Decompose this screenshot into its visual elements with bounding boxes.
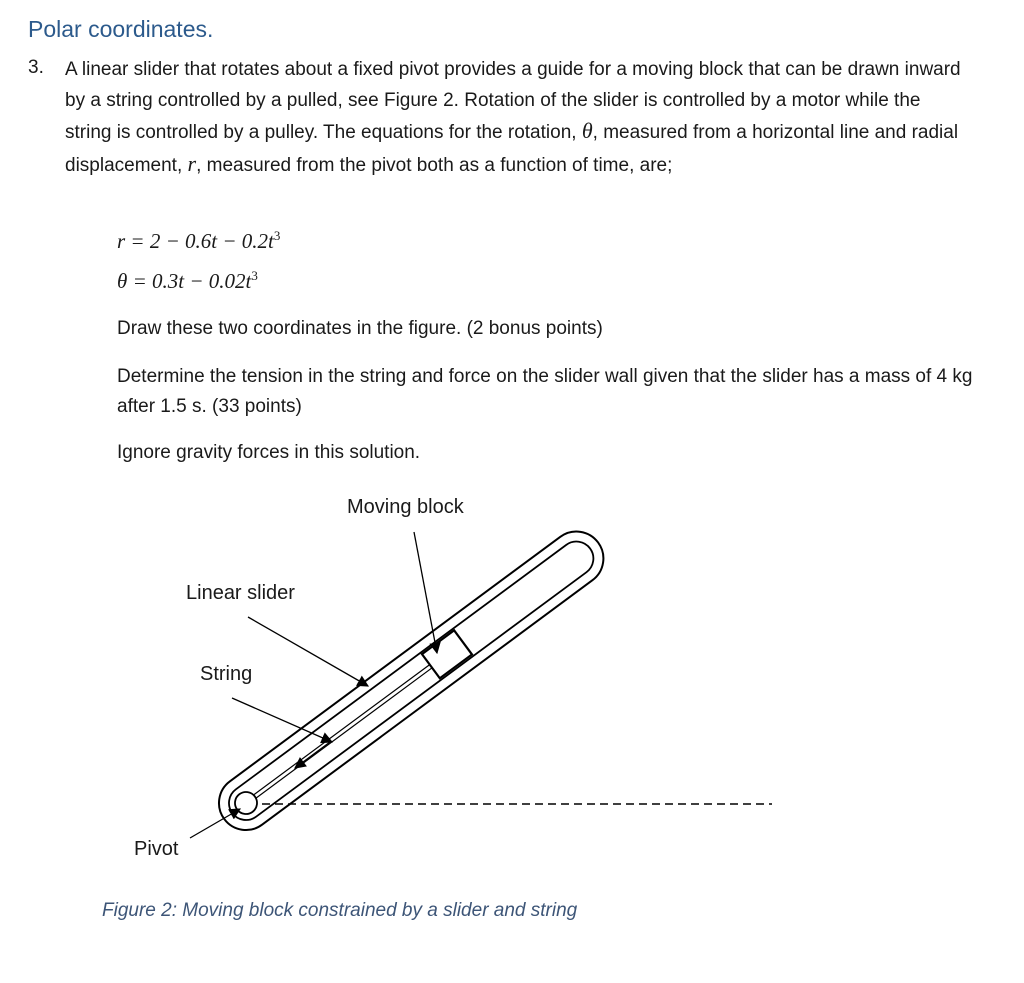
r-symbol: r	[187, 150, 197, 176]
question-text-part3: , measured from the pivot both as a function of time, are;	[196, 154, 673, 176]
equation-theta-body: θ = 0.3t − 0.02t	[117, 269, 252, 293]
slider-outer-wall	[208, 521, 614, 841]
linear-slider-label: Linear slider	[186, 582, 295, 604]
theta-symbol: θ	[581, 118, 593, 143]
string-label: String	[200, 663, 253, 685]
question-text-part2: , measured from a horizontal line and radial displacement,	[65, 122, 959, 176]
string-leader	[232, 698, 332, 742]
equation-theta-exponent: 3	[251, 268, 258, 283]
moving-block-label: Moving block	[347, 496, 464, 518]
equation-r-exponent: 3	[273, 228, 281, 243]
determine-instruction: Determine the tension in the string and force on the slider wall given that the slider has a mass of 4 kg after 1.5 s. (33 points)	[117, 366, 973, 417]
question-text-part1: A linear slider that rotates about a fixed pivot provides a guide for a moving block that can be drawn inward by a string controlled by a pulled, see Figure 2. Rotation of the slider is controlled by a motor while the string is controlled by a pulley. The equations for the rotation,	[65, 59, 961, 143]
ignore-gravity-note: Ignore gravity forces in this solution.	[117, 442, 421, 463]
section-heading: Polar coordinates.	[28, 16, 214, 42]
draw-instruction: Draw these two coordinates in the figure. (2 bonus points)	[117, 318, 603, 339]
pivot-leader	[190, 809, 240, 838]
slider-inner-wall	[222, 535, 600, 827]
string-line-upper	[248, 665, 430, 799]
pivot-label: Pivot	[134, 838, 179, 860]
moving-block	[422, 630, 472, 678]
equation-r-body: r = 2 − 0.6t − 0.2t	[117, 229, 274, 253]
string-pull-arrow	[295, 742, 330, 768]
moving-block-leader	[414, 532, 437, 653]
string-line-lower	[250, 668, 432, 802]
figure-caption: Figure 2: Moving block constrained by a slider and string	[102, 900, 578, 921]
question-number: 3.	[28, 57, 44, 78]
linear-slider-leader	[248, 617, 368, 686]
